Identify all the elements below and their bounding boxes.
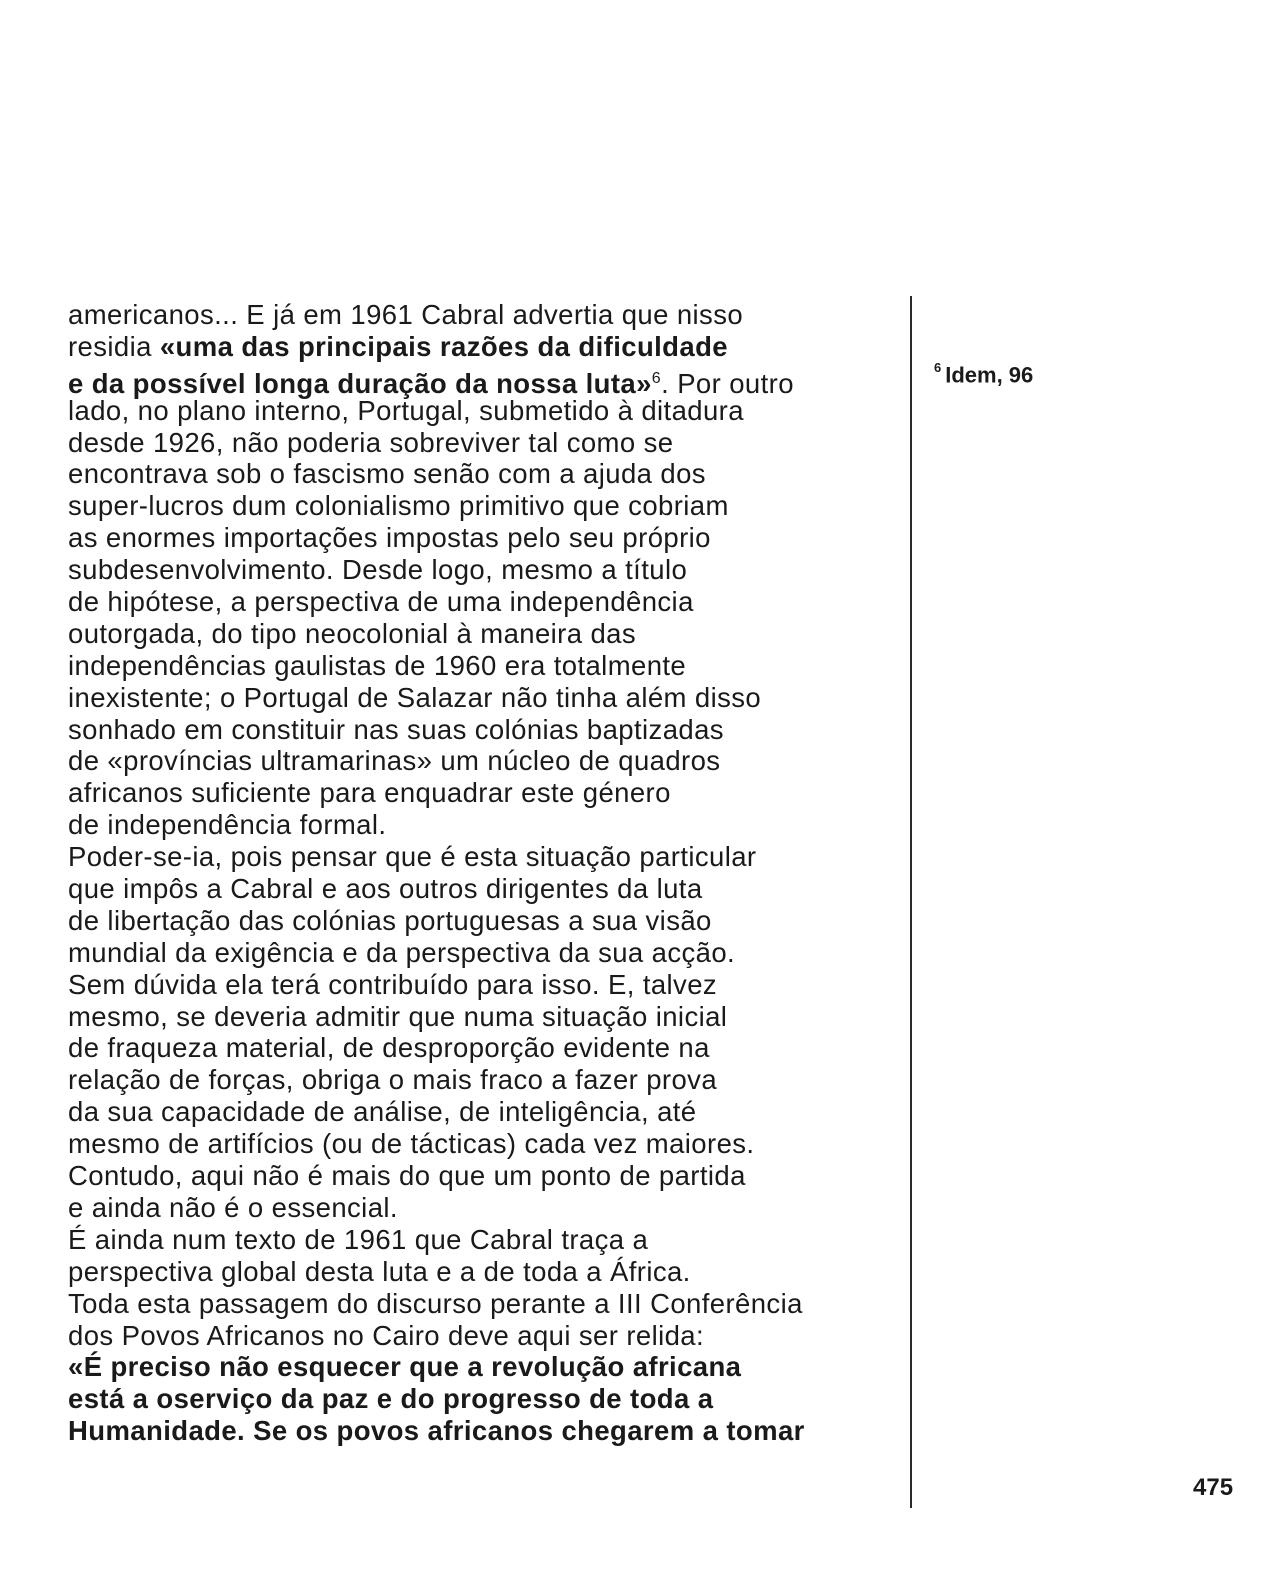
main-text-column — [68, 299, 908, 1447]
text-line: de libertação das colónias portuguesas a sua visão — [68, 904, 712, 936]
quote-bold-line: Humanidade. Se os povos africanos chegarem a tomar — [68, 1415, 805, 1447]
text-line: perspectiva global desta luta e a de toda a África. — [68, 1255, 691, 1287]
column-divider — [910, 296, 912, 1508]
text-line: africanos suficiente para enquadrar este género — [68, 777, 671, 809]
text-line: independências gaulistas de 1960 era totalmente — [68, 649, 687, 681]
text-line — [68, 363, 908, 399]
text-line: inexistente; o Portugal de Salazar não tinha além disso — [68, 681, 762, 713]
footnote-reference: 6 — [651, 369, 662, 387]
text-line: mundial da exigência e da perspectiva da sua acção. — [68, 936, 736, 968]
margin-footnote — [934, 362, 1033, 388]
text-line: americanos... E já em 1961 Cabral advertia que nisso — [68, 299, 744, 330]
footnote-marker: 6 — [934, 360, 942, 375]
text-line: Contudo, aqui não é mais do que um ponto de partida — [68, 1160, 746, 1192]
text-line: as enormes importações impostas pelo seu próprio — [68, 522, 711, 554]
text-line: de independência formal. — [68, 809, 387, 841]
text-line: Sem dúvida ela terá contribuído para isso. E, talvez — [68, 968, 718, 1000]
text-line: mesmo de artifícios (ou de tácticas) cada vez maiores. — [68, 1128, 755, 1160]
text-line: lado, no plano interno, Portugal, submetido à ditadura — [68, 394, 744, 426]
text-line: de «províncias ultramarinas» um núcleo de quadros — [68, 745, 721, 777]
text-line: Toda esta passagem do discurso perante a III Conferência — [68, 1287, 803, 1319]
quote-bold-fragment: e da possível longa duração da nossa luta» — [68, 367, 652, 399]
text-line: desde 1926, não poderia sobreviver tal como se — [68, 426, 674, 458]
text-line: de fraqueza material, de desproporção evidente na — [68, 1032, 710, 1064]
text-fragment: residia — [68, 330, 160, 362]
text-line: subdesenvolvimento. Desde logo, mesmo a título — [68, 554, 688, 586]
text-fragment: . Por outro — [661, 367, 794, 399]
quote-bold-fragment: «uma das principais razões da dificuldade — [159, 330, 728, 362]
text-line: outorgada, do tipo neocolonial à maneira das — [68, 617, 636, 649]
text-line: dos Povos Africanos no Cairo deve aqui ser relida: — [68, 1319, 705, 1351]
text-line: e ainda não é o essencial. — [68, 1191, 398, 1223]
text-line: sonhado em constituir nas suas colónias baptizadas — [68, 713, 724, 745]
text-line — [68, 331, 908, 363]
page-number: 475 — [1193, 1474, 1234, 1501]
text-line: que impôs a Cabral e aos outros dirigentes da luta — [68, 873, 703, 905]
text-line: mesmo, se deveria admitir que numa situação inicial — [68, 1000, 728, 1032]
text-line: de hipótese, a perspectiva de uma independência — [68, 586, 694, 618]
quote-bold-line: está a oserviço da paz e do progresso de toda a — [68, 1383, 714, 1415]
text-line: da sua capacidade de análise, de inteligência, até — [68, 1096, 697, 1128]
text-line: Poder-se-ia, pois pensar que é esta situação particular — [68, 841, 757, 873]
footnote-text: Idem, 96 — [945, 362, 1034, 388]
text-line: relação de forças, obriga o mais fraco a fazer prova — [68, 1064, 718, 1096]
text-line: super-lucros dum colonialismo primitivo que cobriam — [68, 490, 729, 522]
quote-bold-line: «É preciso não esquecer que a revolução africana — [68, 1351, 742, 1383]
text-line: encontrava sob o fascismo senão com a ajuda dos — [68, 458, 706, 490]
text-line: É ainda num texto de 1961 que Cabral traça a — [68, 1223, 649, 1255]
